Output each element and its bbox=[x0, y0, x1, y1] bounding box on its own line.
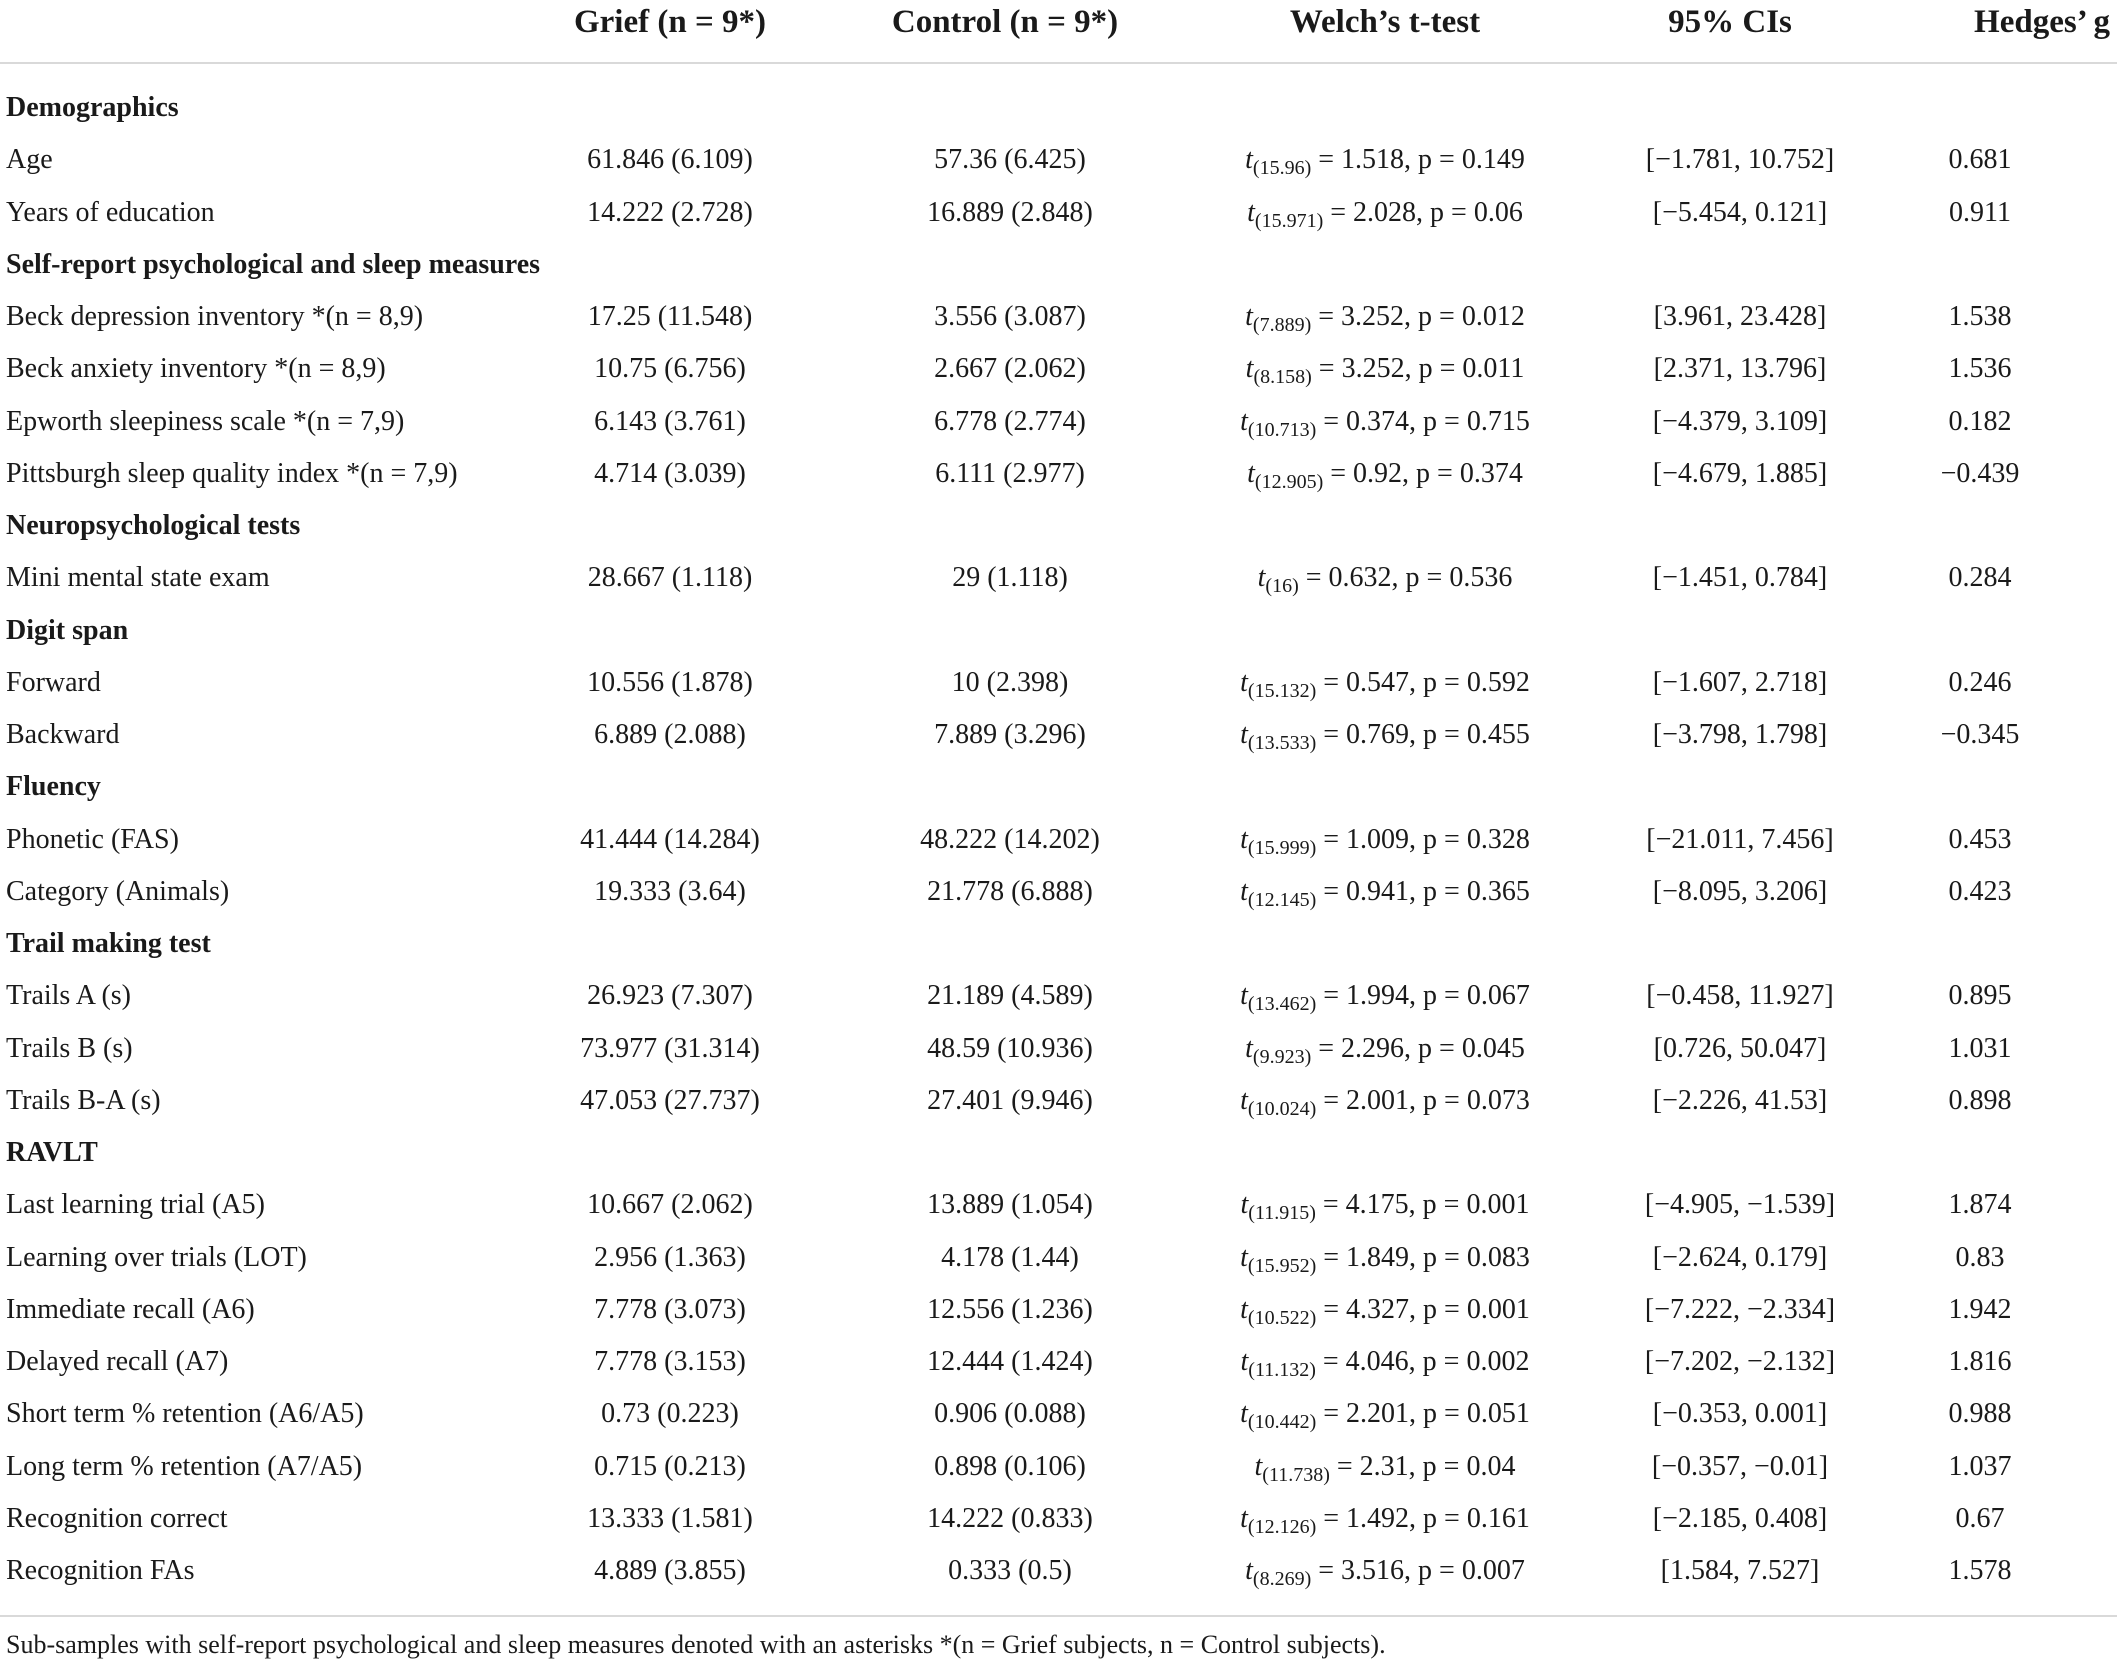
hedges-g-value: 1.874 bbox=[1948, 1189, 2012, 1221]
confidence-interval: [−1.781, 10.752] bbox=[1645, 144, 1835, 176]
degrees-of-freedom: (8.269) bbox=[1252, 1568, 1312, 1590]
t-symbol: t bbox=[1240, 1346, 1249, 1377]
measure-label: Pittsburgh sleep quality index *(n = 7,9) bbox=[6, 457, 458, 489]
test-statistic: = 4.046, p = 0.002 bbox=[1322, 1346, 1530, 1377]
t-symbol: t bbox=[1245, 353, 1254, 385]
t-symbol: t bbox=[1245, 144, 1253, 176]
hedges-g-value: 0.246 bbox=[1948, 666, 2012, 698]
degrees-of-freedom: (11.738) bbox=[1262, 1463, 1330, 1486]
test-statistic: = 2.028, p = 0.06 bbox=[1330, 196, 1523, 228]
grief-value: 10.75 (6.756) bbox=[594, 353, 746, 385]
measure-label: Trails A (s) bbox=[6, 980, 132, 1012]
confidence-interval: [−1.607, 2.718] bbox=[1652, 666, 1828, 698]
measure-label: Delayed recall (A7) bbox=[6, 1346, 229, 1377]
table-row bbox=[0, 134, 2117, 186]
welch-test-value bbox=[1185, 970, 1585, 1022]
table-row bbox=[0, 657, 2117, 709]
t-symbol: t bbox=[1240, 719, 1248, 750]
t-symbol: t bbox=[1247, 457, 1255, 489]
welch-test-value bbox=[1185, 1232, 1585, 1284]
confidence-interval: [−2.624, 0.179] bbox=[1652, 1241, 1828, 1273]
hedges-g-value: 0.83 bbox=[1955, 1241, 2005, 1273]
hedges-g-value: 1.578 bbox=[1948, 1555, 2012, 1586]
confidence-interval: [0.726, 50.047] bbox=[1653, 1032, 1827, 1064]
test-statistic: = 0.769, p = 0.455 bbox=[1323, 719, 1530, 750]
test-statistic: = 1.518, p = 0.149 bbox=[1318, 144, 1525, 176]
control-value: 3.556 (3.087) bbox=[934, 301, 1086, 332]
control-value: 6.778 (2.774) bbox=[934, 405, 1086, 437]
table-row bbox=[0, 1023, 2117, 1075]
table-row bbox=[0, 814, 2117, 866]
control-value: 4.178 (1.44) bbox=[941, 1241, 1079, 1273]
test-statistic: = 2.31, p = 0.04 bbox=[1336, 1450, 1516, 1482]
test-statistic: = 1.492, p = 0.161 bbox=[1323, 1502, 1530, 1534]
grief-value: 41.444 (14.284) bbox=[580, 823, 760, 855]
degrees-of-freedom: (13.533) bbox=[1247, 732, 1317, 754]
hedges-g-value: 0.911 bbox=[1949, 196, 2011, 228]
table-row bbox=[0, 396, 2117, 448]
degrees-of-freedom: (12.905) bbox=[1254, 470, 1324, 493]
test-statistic: = 0.547, p = 0.592 bbox=[1323, 666, 1530, 698]
welch-test-value bbox=[1185, 396, 1585, 448]
confidence-interval: [−4.679, 1.885] bbox=[1652, 457, 1828, 489]
control-value: 13.889 (1.054) bbox=[927, 1189, 1093, 1221]
grief-value: 47.053 (27.737) bbox=[580, 1084, 760, 1116]
t-symbol: t bbox=[1240, 980, 1248, 1012]
degrees-of-freedom: (16) bbox=[1265, 575, 1299, 598]
measure-label: Immediate recall (A6) bbox=[6, 1293, 255, 1325]
degrees-of-freedom: (12.145) bbox=[1247, 888, 1317, 911]
hedges-g-value: 0.67 bbox=[1955, 1502, 2005, 1534]
welch-test-value bbox=[1185, 1388, 1585, 1440]
degrees-of-freedom: (10.713) bbox=[1247, 418, 1317, 441]
control-value: 48.59 (10.936) bbox=[927, 1032, 1093, 1064]
measure-label: Beck depression inventory *(n = 8,9) bbox=[6, 301, 424, 332]
t-symbol: t bbox=[1240, 1398, 1248, 1430]
header-ci: 95% CIs bbox=[1668, 4, 1792, 40]
table-row bbox=[0, 1388, 2117, 1440]
table-row bbox=[0, 448, 2117, 500]
degrees-of-freedom: (13.462) bbox=[1247, 993, 1317, 1016]
degrees-of-freedom: (11.132) bbox=[1248, 1359, 1316, 1381]
hedges-g-value: 0.284 bbox=[1948, 562, 2012, 594]
grief-value: 73.977 (31.314) bbox=[580, 1032, 760, 1064]
grief-value: 26.923 (7.307) bbox=[587, 980, 753, 1012]
welch-test-value bbox=[1185, 709, 1585, 761]
measure-label: Last learning trial (A5) bbox=[6, 1189, 265, 1221]
hedges-g-value: 0.681 bbox=[1948, 144, 2012, 176]
confidence-interval: [−1.451, 0.784] bbox=[1652, 562, 1828, 594]
measure-label: Trails B-A (s) bbox=[6, 1084, 161, 1116]
confidence-interval: [−4.379, 3.109] bbox=[1652, 405, 1828, 437]
hedges-g-value: 1.536 bbox=[1948, 353, 2012, 385]
t-symbol: t bbox=[1254, 1450, 1263, 1482]
hedges-g-value: 0.182 bbox=[1948, 405, 2012, 437]
hedges-g-value: 0.453 bbox=[1948, 823, 2012, 855]
degrees-of-freedom: (8.158) bbox=[1253, 366, 1312, 389]
section-label: Fluency bbox=[6, 771, 101, 803]
confidence-interval: [−8.095, 3.206] bbox=[1652, 875, 1828, 907]
header-welch: Welch’s t-test bbox=[1289, 4, 1481, 40]
test-statistic: = 2.001, p = 0.073 bbox=[1323, 1084, 1530, 1116]
test-statistic: = 0.632, p = 0.536 bbox=[1305, 562, 1513, 594]
grief-value: 7.778 (3.153) bbox=[594, 1346, 746, 1377]
test-statistic: = 3.252, p = 0.012 bbox=[1318, 301, 1525, 332]
t-symbol: t bbox=[1245, 301, 1253, 332]
t-symbol: t bbox=[1247, 196, 1255, 228]
t-symbol: t bbox=[1240, 1293, 1248, 1325]
measure-label: Beck anxiety inventory *(n = 8,9) bbox=[6, 353, 386, 385]
welch-test-value bbox=[1185, 448, 1585, 500]
welch-test-value bbox=[1185, 552, 1585, 604]
degrees-of-freedom: (15.999) bbox=[1247, 836, 1317, 859]
control-value: 10 (2.398) bbox=[951, 666, 1069, 698]
measure-label: Forward bbox=[6, 666, 101, 698]
control-value: 48.222 (14.202) bbox=[920, 823, 1100, 855]
welch-test-value bbox=[1185, 814, 1585, 866]
confidence-interval: [−7.202, −2.132] bbox=[1644, 1346, 1836, 1377]
header-divider bbox=[0, 62, 2117, 64]
degrees-of-freedom: (15.96) bbox=[1252, 157, 1312, 180]
welch-test-value bbox=[1185, 1075, 1585, 1127]
measure-label: Long term % retention (A7/A5) bbox=[6, 1450, 363, 1482]
hedges-g-value: −0.345 bbox=[1940, 719, 2020, 750]
control-value: 0.906 (0.088) bbox=[934, 1398, 1086, 1430]
control-value: 0.333 (0.5) bbox=[948, 1555, 1072, 1586]
footer-divider bbox=[0, 1615, 2117, 1617]
confidence-interval: [−21.011, 7.456] bbox=[1646, 823, 1834, 855]
confidence-interval: [1.584, 7.527] bbox=[1660, 1555, 1820, 1586]
section-header-row bbox=[0, 239, 2117, 291]
control-value: 16.889 (2.848) bbox=[927, 196, 1093, 228]
test-statistic: = 1.994, p = 0.067 bbox=[1323, 980, 1530, 1012]
t-symbol: t bbox=[1245, 1032, 1253, 1064]
table-row bbox=[0, 187, 2117, 239]
control-value: 29 (1.118) bbox=[952, 562, 1068, 594]
confidence-interval: [−5.454, 0.121] bbox=[1652, 196, 1828, 228]
section-label: RAVLT bbox=[6, 1137, 98, 1168]
grief-value: 10.556 (1.878) bbox=[587, 666, 753, 698]
control-value: 21.778 (6.888) bbox=[927, 875, 1093, 907]
section-header-row bbox=[0, 1127, 2117, 1179]
hedges-g-value: 0.898 bbox=[1948, 1084, 2012, 1116]
welch-test-value bbox=[1185, 291, 1585, 343]
test-statistic: = 0.941, p = 0.365 bbox=[1323, 875, 1530, 907]
section-header-row bbox=[0, 918, 2117, 970]
section-label: Digit span bbox=[6, 614, 129, 646]
control-value: 6.111 (2.977) bbox=[935, 457, 1085, 489]
t-symbol: t bbox=[1245, 1555, 1253, 1586]
hedges-g-value: 1.538 bbox=[1948, 301, 2012, 332]
confidence-interval: [−2.226, 41.53] bbox=[1652, 1084, 1828, 1116]
section-label: Trail making test bbox=[6, 928, 211, 959]
confidence-interval: [−3.798, 1.798] bbox=[1652, 719, 1828, 750]
grief-value: 6.889 (2.088) bbox=[594, 719, 746, 750]
table-row bbox=[0, 552, 2117, 604]
t-symbol: t bbox=[1240, 666, 1248, 698]
confidence-interval: [−4.905, −1.539] bbox=[1644, 1189, 1836, 1221]
test-statistic: = 3.516, p = 0.007 bbox=[1318, 1555, 1525, 1586]
degrees-of-freedom: (10.024) bbox=[1247, 1097, 1317, 1120]
measure-label: Backward bbox=[6, 719, 120, 750]
test-statistic: = 4.175, p = 0.001 bbox=[1322, 1189, 1530, 1221]
grief-value: 0.715 (0.213) bbox=[594, 1450, 746, 1482]
control-value: 7.889 (3.296) bbox=[934, 719, 1086, 750]
measure-label: Epworth sleepiness scale *(n = 7,9) bbox=[6, 405, 405, 437]
measure-label: Mini mental state exam bbox=[6, 562, 270, 594]
table-row bbox=[0, 1232, 2117, 1284]
confidence-interval: [2.371, 13.796] bbox=[1653, 353, 1827, 385]
degrees-of-freedom: (10.442) bbox=[1247, 1411, 1317, 1434]
welch-test-value bbox=[1185, 657, 1585, 709]
header-control: Control (n = 9*) bbox=[891, 4, 1119, 40]
measure-label: Short term % retention (A6/A5) bbox=[6, 1398, 364, 1430]
measure-label: Recognition correct bbox=[6, 1502, 228, 1534]
table-row bbox=[0, 1075, 2117, 1127]
t-symbol: t bbox=[1240, 405, 1248, 437]
confidence-interval: [−2.185, 0.408] bbox=[1652, 1502, 1828, 1534]
t-symbol: t bbox=[1240, 1502, 1248, 1534]
test-statistic: = 2.201, p = 0.051 bbox=[1323, 1398, 1530, 1430]
table-row bbox=[0, 1545, 2117, 1597]
section-label: Neuropsychological tests bbox=[6, 510, 301, 541]
hedges-g-value: 0.988 bbox=[1948, 1398, 2012, 1430]
control-value: 57.36 (6.425) bbox=[934, 144, 1086, 176]
degrees-of-freedom: (15.132) bbox=[1247, 679, 1317, 702]
control-value: 21.189 (4.589) bbox=[927, 980, 1093, 1012]
test-statistic: = 0.374, p = 0.715 bbox=[1323, 405, 1530, 437]
control-value: 12.556 (1.236) bbox=[927, 1293, 1093, 1325]
t-symbol: t bbox=[1240, 1189, 1249, 1221]
measure-label: Category (Animals) bbox=[6, 875, 230, 907]
degrees-of-freedom: (12.126) bbox=[1247, 1515, 1317, 1538]
t-symbol: t bbox=[1240, 823, 1248, 855]
control-value: 0.898 (0.106) bbox=[934, 1450, 1086, 1482]
grief-value: 28.667 (1.118) bbox=[587, 562, 753, 594]
grief-value: 4.889 (3.855) bbox=[594, 1555, 746, 1586]
table-row bbox=[0, 1284, 2117, 1336]
test-statistic: = 0.92, p = 0.374 bbox=[1330, 457, 1523, 489]
confidence-interval: [−7.222, −2.334] bbox=[1644, 1293, 1836, 1325]
section-header-row bbox=[0, 82, 2117, 134]
grief-value: 6.143 (3.761) bbox=[594, 405, 746, 437]
degrees-of-freedom: (7.889) bbox=[1252, 314, 1312, 336]
section-header-row bbox=[0, 605, 2117, 657]
welch-test-value bbox=[1185, 343, 1585, 395]
control-value: 14.222 (0.833) bbox=[927, 1502, 1093, 1534]
grief-value: 10.667 (2.062) bbox=[587, 1189, 753, 1221]
section-header-row bbox=[0, 500, 2117, 552]
confidence-interval: [−0.357, −0.01] bbox=[1651, 1450, 1829, 1482]
hedges-g-value: 1.037 bbox=[1948, 1450, 2012, 1482]
hedges-g-value: 0.423 bbox=[1948, 875, 2012, 907]
test-statistic: = 2.296, p = 0.045 bbox=[1318, 1032, 1525, 1064]
t-symbol: t bbox=[1240, 1084, 1248, 1116]
degrees-of-freedom: (15.952) bbox=[1247, 1254, 1317, 1277]
confidence-interval: [−0.353, 0.001] bbox=[1652, 1398, 1828, 1430]
t-symbol: t bbox=[1240, 1241, 1248, 1273]
section-label: Self-report psychological and sleep measures bbox=[6, 248, 541, 280]
welch-test-value bbox=[1185, 866, 1585, 918]
measure-label: Recognition FAs bbox=[6, 1555, 195, 1586]
confidence-interval: [−0.458, 11.927] bbox=[1646, 980, 1834, 1012]
welch-test-value bbox=[1185, 1493, 1585, 1545]
table-row bbox=[0, 1179, 2117, 1231]
welch-test-value bbox=[1185, 1023, 1585, 1075]
degrees-of-freedom: (11.915) bbox=[1248, 1202, 1316, 1225]
welch-test-value bbox=[1185, 1284, 1585, 1336]
welch-test-value bbox=[1185, 134, 1585, 186]
table-footnote: Sub-samples with self-report psychological and sleep measures denoted with an asterisks *(n = Grief subjects, n = Control subjects). bbox=[6, 1630, 1386, 1659]
t-symbol: t bbox=[1240, 875, 1248, 907]
grief-value: 17.25 (11.548) bbox=[587, 301, 753, 332]
hedges-g-value: −0.439 bbox=[1940, 457, 2020, 489]
welch-test-value bbox=[1185, 1441, 1585, 1493]
control-value: 2.667 (2.062) bbox=[934, 353, 1086, 385]
hedges-g-value: 1.816 bbox=[1948, 1346, 2012, 1377]
welch-test-value bbox=[1185, 1336, 1585, 1388]
header-hedges: Hedges’ g bbox=[1974, 4, 2110, 40]
measure-label: Trails B (s) bbox=[6, 1032, 133, 1064]
measure-label: Phonetic (FAS) bbox=[6, 823, 179, 855]
control-value: 12.444 (1.424) bbox=[927, 1346, 1093, 1377]
grief-value: 4.714 (3.039) bbox=[594, 457, 746, 489]
section-header-row bbox=[0, 761, 2117, 813]
grief-value: 19.333 (3.64) bbox=[594, 875, 746, 907]
control-value: 27.401 (9.946) bbox=[927, 1084, 1093, 1116]
hedges-g-value: 0.895 bbox=[1948, 980, 2012, 1012]
grief-value: 61.846 (6.109) bbox=[587, 144, 753, 176]
grief-value: 0.73 (0.223) bbox=[601, 1398, 739, 1430]
t-symbol: t bbox=[1257, 562, 1266, 594]
grief-value: 7.778 (3.073) bbox=[594, 1293, 746, 1325]
table-row bbox=[0, 1441, 2117, 1493]
table-row bbox=[0, 291, 2117, 343]
test-statistic: = 1.009, p = 0.328 bbox=[1323, 823, 1530, 855]
measure-label: Learning over trials (LOT) bbox=[6, 1241, 307, 1273]
degrees-of-freedom: (15.971) bbox=[1254, 209, 1324, 232]
header-grief: Grief (n = 9*) bbox=[573, 4, 766, 40]
section-label: Demographics bbox=[6, 92, 179, 123]
table-row bbox=[0, 866, 2117, 918]
hedges-g-value: 1.942 bbox=[1948, 1293, 2012, 1325]
hedges-g-value: 1.031 bbox=[1948, 1032, 2012, 1064]
grief-value: 13.333 (1.581) bbox=[587, 1502, 753, 1534]
table-row bbox=[0, 1336, 2117, 1388]
degrees-of-freedom: (10.522) bbox=[1247, 1306, 1317, 1329]
table-row bbox=[0, 1493, 2117, 1545]
welch-test-value bbox=[1185, 1545, 1585, 1597]
table-row bbox=[0, 709, 2117, 761]
test-statistic: = 1.849, p = 0.083 bbox=[1323, 1241, 1530, 1273]
measure-label: Age bbox=[6, 144, 53, 176]
table-row bbox=[0, 343, 2117, 395]
grief-value: 2.956 (1.363) bbox=[594, 1241, 746, 1273]
table-row bbox=[0, 970, 2117, 1022]
degrees-of-freedom: (9.923) bbox=[1252, 1045, 1312, 1068]
welch-test-value bbox=[1185, 187, 1585, 239]
welch-test-value bbox=[1185, 1179, 1585, 1231]
measure-label: Years of education bbox=[6, 196, 215, 228]
test-statistic: = 3.252, p = 0.011 bbox=[1318, 353, 1525, 385]
confidence-interval: [3.961, 23.428] bbox=[1653, 301, 1827, 332]
test-statistic: = 4.327, p = 0.001 bbox=[1323, 1293, 1530, 1325]
grief-value: 14.222 (2.728) bbox=[587, 196, 753, 228]
